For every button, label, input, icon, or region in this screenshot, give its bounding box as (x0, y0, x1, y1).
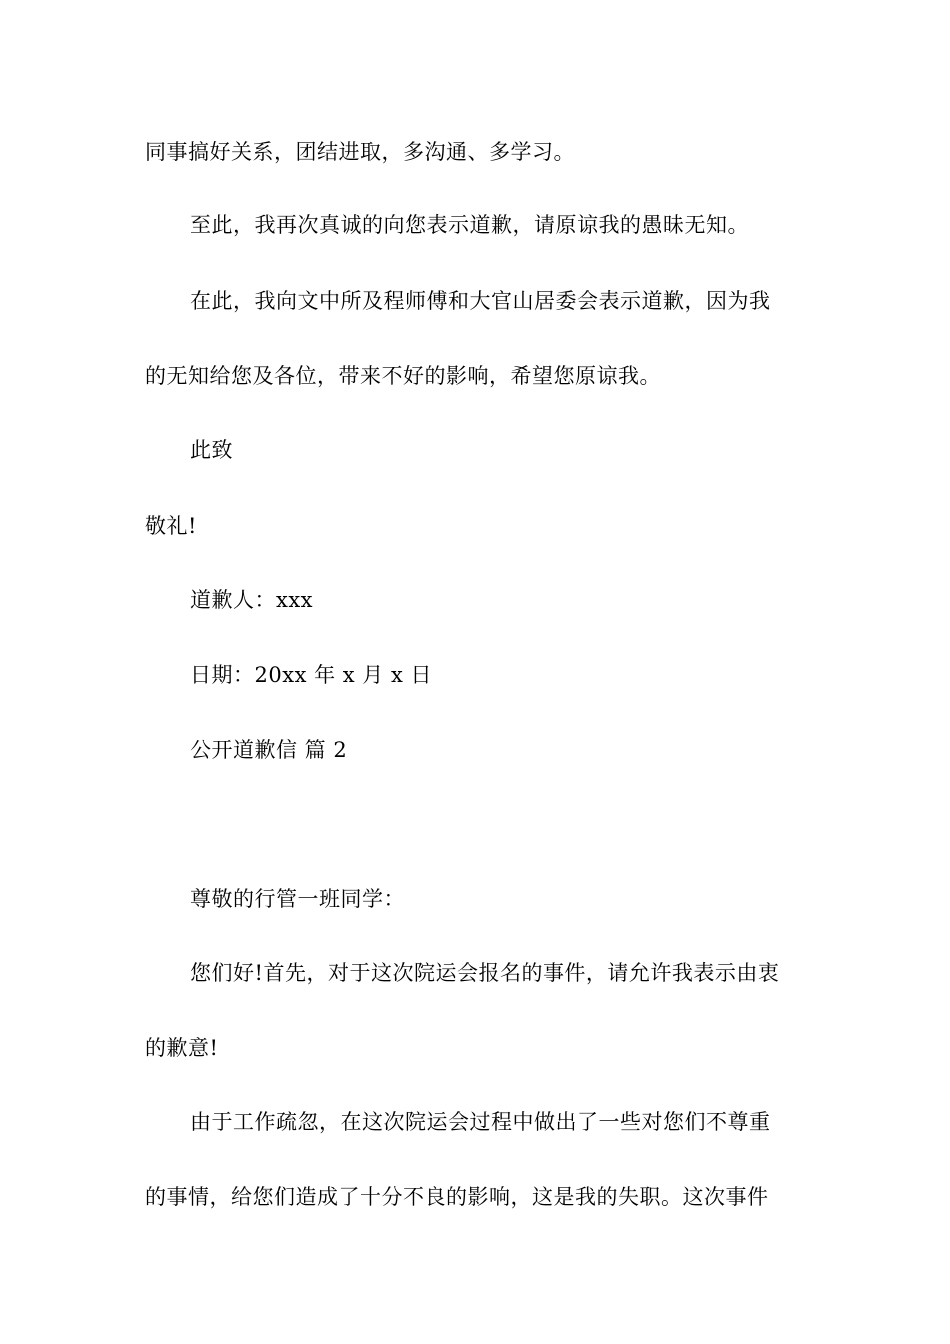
body-line-5: 您们好!首先，对于这次院运会报名的事件，请允许我表示由衷 (190, 961, 780, 985)
body-line-8: 的事情，给您们造成了十分不良的影响，这是我的失职。这次事件 (145, 1185, 769, 1209)
body-line-1: 同事搞好关系，团结进取，多沟通、多学习。 (145, 140, 575, 164)
body-line-6: 的歉意! (145, 1036, 219, 1060)
body-line-4: 的无知给您及各位，带来不好的影响，希望您原谅我。 (145, 364, 661, 388)
body-line-2: 至此，我再次真诚的向您表示道歉，请原谅我的愚昧无知。 (190, 213, 749, 237)
date-line: 日期：20xx 年 x 月 x 日 (190, 663, 432, 687)
body-line-3: 在此，我向文中所及程师傅和大官山居委会表示道歉，因为我 (190, 289, 771, 313)
section-heading: 公开道歉信 篇 2 (190, 738, 348, 762)
body-line-7: 由于工作疏忽，在这次院运会过程中做出了一些对您们不尊重 (190, 1110, 771, 1134)
closing-regards: 敬礼! (145, 514, 197, 538)
letter-greeting: 尊敬的行管一班同学： (190, 887, 405, 911)
signature-line: 道歉人：xxx (190, 588, 314, 612)
closing-salutation: 此致 (190, 438, 233, 462)
